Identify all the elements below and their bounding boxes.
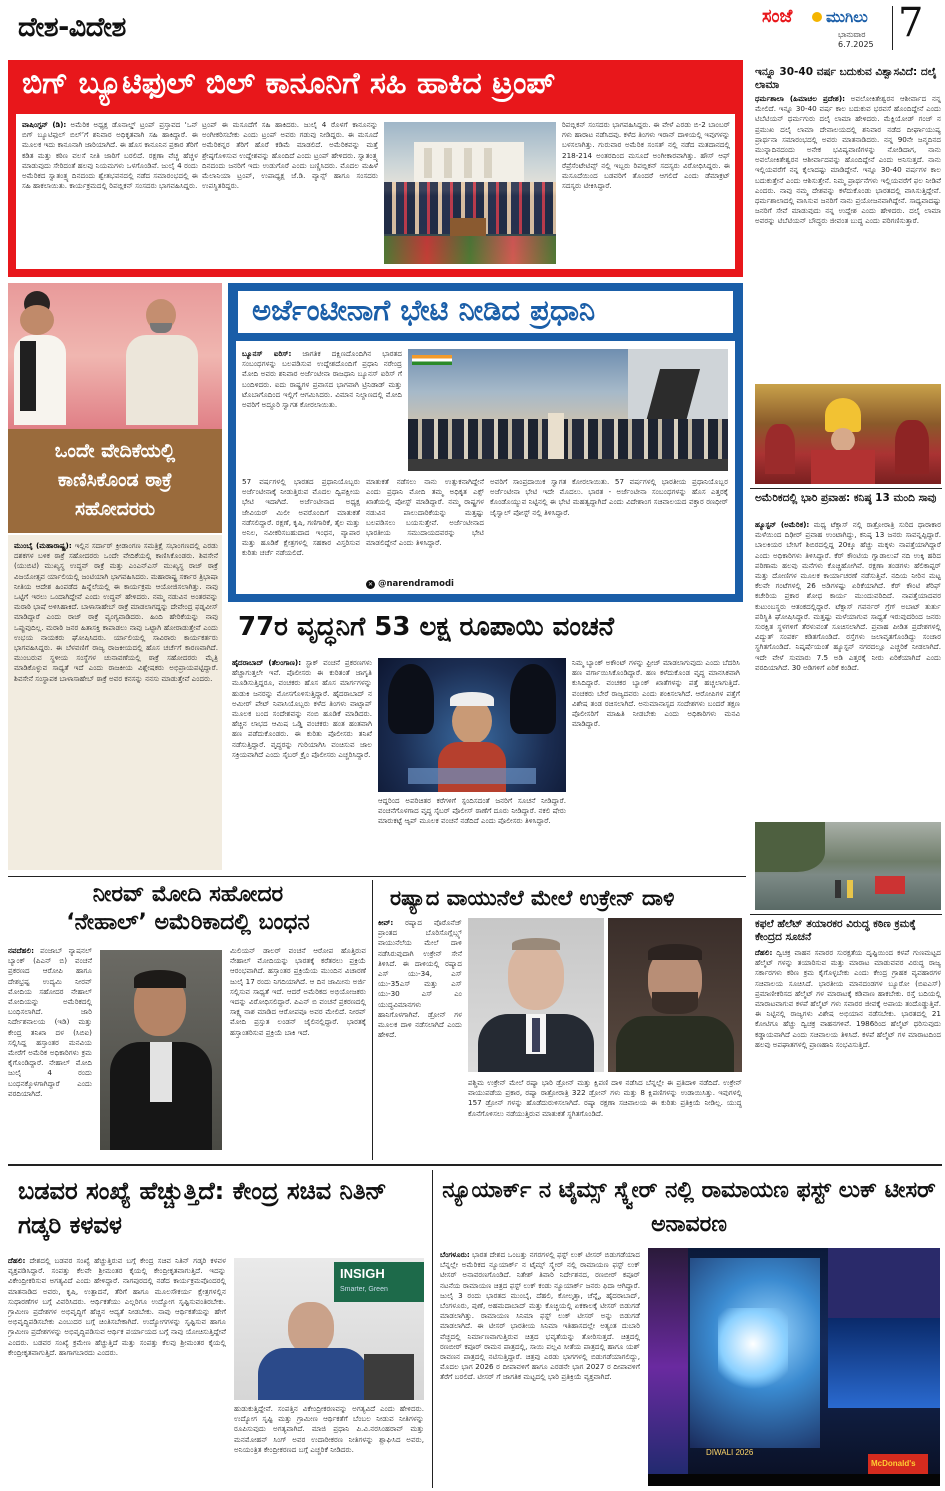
modi-handle [366, 579, 484, 591]
putin-photo [468, 918, 604, 1072]
fraud-story [228, 612, 743, 872]
trump-body-panel [16, 114, 735, 269]
fraud-col-1 [232, 658, 372, 870]
ukraine-text-1: ರಷ್ಯಾದ ವೊರೊನೆಜ್ ಪ್ರಾಂತದ ಬೊರಿಸೊಗ್ಲೆಬ್ಸ್ಕ್ ವಾಯುನೆಲೆಯ ಮೇಲೆ ದಾಳಿ ನಡೆಸಿರುವುದಾಗಿ ಉಕ್ರೇನ್ ಸೇನೆ ತಿಳಿಸಿದೆ. ಈ ದಾಳಿಯಲ್ಲಿ ರಷ್ಯಾದ ಎಸ್ ಯು-34, ಎಸ್ ಯು-35ಎಸ್ ಮತ್ತು ಎಸ್ ಯು-30 ಎಸ್ ಎಂ ಯುದ್ಧವಿಮಾನಗಳು ಹಾನಿಗೊಳಗಾಗಿವೆ. ಡ್ರೋನ್ ಗಳ ಮೂಲಕ ದಾಳಿ ನಡೆಸಲಾಗಿದೆ ಎಂದು ಹೇಳಿದೆ. [378, 918, 462, 1040]
helmet-dateline: ದೆಹಲಿ: [755, 948, 773, 957]
helmet-story [753, 918, 941, 1158]
ukraine-headline: ರಷ್ಯಾದ ವಾಯುನೆಲೆ ಮೇಲೆ ಉಕ್ರೇನ್ ದಾಳಿ [390, 886, 675, 910]
nehal-col-1 [8, 946, 92, 1158]
flood-text: ಮಧ್ಯ ಟೆಕ್ಸಾಸ್ ನಲ್ಲಿ ರಾತ್ರೋರಾತ್ರಿ ಸುರಿದ ಧಾರಾಕಾರ ಮಳೆಯಿಂದ ದಿಢೀರ್ ಪ್ರವಾಹ ಉಂಟಾಗಿದ್ದು, ಕನಿಷ್ಠ 13 ಜನರು ಸಾವನ್ನಪ್ಪಿದ್ದಾರೆ. ಬಾಲಕಿಯರ ಬೇಸಿಗೆ ಶಿಬಿರದಲ್ಲಿದ್ದ 20ಕ್ಕೂ ಹೆಚ್ಚು ಮಕ್ಕಳು ನಾಪತ್ತೆಯಾಗಿದ್ದಾರೆ ಎಂದು ಅಧಿಕಾರಿಗಳು ತಿಳಿಸಿದ್ದಾರೆ. ಕೆರ್ ಕೌಂಟಿಯ ಗ್ವಾಡಾಲುಪೆ ನದಿ ಉಕ್ಕಿ ಹರಿದ ಪರಿಣಾಮ ಹಲವು ಮನೆಗಳು ಕೊಚ್ಚಿಹೋಗಿವೆ. ರಕ್ಷಣಾ ತಂಡಗಳು ಹೆಲಿಕಾಪ್ಟರ್ ಮತ್ತು ದೋಣಿಗಳ ಮೂಲಕ ಕಾರ್ಯಾಚರಣೆ ನಡೆಸುತ್ತಿವೆ. ನದಿಯ ನೀರಿನ ಮಟ್ಟ ಕೆಲವೇ ಗಂಟೆಗಳಲ್ಲಿ 26 ಅಡಿಗಳಷ್ಟು ಏರಿಕೆಯಾಗಿದೆ. ಕೆರ್ ಕೌಂಟಿ ಶೆರಿಫ್ ಕಚೇರಿಯ ಪ್ರಕಾರ ಶೋಧ ಕಾರ್ಯ ಮುಂದುವರಿದಿದೆ. ನಾಪತ್ತೆಯಾದವರ ಕುಟುಂಬಸ್ಥರು ಆತಂಕದಲ್ಲಿದ್ದಾರೆ. ಟೆಕ್ಸಾಸ್ ಗವರ್ನರ್ ಗ್ರೆಗ್ ಅಬಾಟ್ ತುರ್ತು ಪರಿಸ್ಥಿತಿ ಘೋಷಿಸಿದ್ದಾರೆ. ಮತ್ತಷ್ಟು ಮಳೆಯಾಗುವ ಸಾಧ್ಯತೆ ಇರುವುದರಿಂದ ಜನರು ಸುರಕ್ಷಿತ ಸ್ಥಳಗಳಿಗೆ ತೆರಳುವಂತೆ ಸೂಚಿಸಲಾಗಿದೆ. ಪ್ರವಾಹ ಪೀಡಿತ ಪ್ರದೇಶಗಳಲ್ಲಿ ವಿದ್ಯುತ್ ಸಂಪರ್ಕ ಕಡಿತಗೊಂಡಿದೆ. ರಸ್ತೆಗಳು ಜಲಾವೃತಗೊಂಡಿದ್ದು ಸಂಚಾರ ಸ್ಥಗಿತಗೊಂಡಿದೆ. ನಿಷ್ಕರ್ಷೆಯಂತೆ ಹ್ಯೂಸ್ಟನ್ ನಗರದಲ್ಲೂ ಎಚ್ಚರಿಕೆ ನೀಡಲಾಗಿದೆ. ಇದೇ ವೇಳೆ ಸುಮಾರು 7.5 ಅಡಿ ಎತ್ತರಕ್ಕೆ ನೀರು ಏರಿಕೆಯಾಗಿದೆ ಎಂದು ವರದಿಯಾಗಿದೆ. 30 ಅಡಿಗಳಿಗೆ ಏರಿಕೆ ಕಂಡಿದೆ. [755, 520, 941, 672]
modi-handle-text: @narendramodi [377, 579, 454, 589]
flood-body [755, 520, 941, 818]
ukraine-dateline: ಕೀವ್: [378, 918, 394, 927]
right-column-divider-2 [750, 914, 942, 915]
argentina-story [228, 283, 743, 602]
thackeray-dateline: ಮುಂಬೈ (ಮಹಾರಾಷ್ಟ್ರ): [14, 541, 72, 550]
fraud-text-1: ಸ್ಟಾಕ್ ವಂಚನೆ ಪ್ರಕರಣಗಳು ಹೆಚ್ಚಾಗುತ್ತಲೇ ಇವೆ. ಪೊಲೀಸರು ಈ ಕುರಿತಂತೆ ಜಾಗೃತಿ ಮೂಡಿಸುತ್ತಿದ್ದರೂ, ವಂಚಕರು ಹೊಸ ಹೊಸ ಮಾರ್ಗಗಳನ್ನು ಹುಡುಕಿ ಜನರನ್ನು ಮೋಸಗೊಳಿಸುತ್ತಿದ್ದಾರೆ. ಹೈದರಾಬಾದ್ ನ ಅಮೀರ್ ಪೇಟ್ ನಿವಾಸಿಯೊಬ್ಬರು ಕಳೆದ ತಿಂಗಳು ವಾಟ್ಸಾಪ್ ಮೂಲಕ ಬಂದ ಸಂದೇಶವನ್ನು ನಂಬಿ ಹೂಡಿಕೆ ಮಾಡಿದರು. ಹೆಚ್ಚಿನ ಲಾಭದ ಆಮಿಷ ಒಡ್ಡಿ ವಂಚಕರು ಹಂತ ಹಂತವಾಗಿ ಹಣ ಪಡೆದುಕೊಂಡರು. ಈ ಕುರಿತು ಪೊಲೀಸರು ತನಿಖೆ ನಡೆಸುತ್ತಿದ್ದಾರೆ. ವೃದ್ಧರನ್ನು ಗುರಿಯಾಗಿಸಿ ವಂಚಿಸುವ ಜಾಲ ಸಕ್ರಿಯವಾಗಿದೆ ಎಂದು ಸೈಬರ್ ಕ್ರೈಂ ಪೊಲೀಸರು ಎಚ್ಚರಿಸಿದ್ದಾರೆ. [232, 658, 372, 759]
ramayana-story [436, 1170, 942, 1488]
argentina-col-4: ಅವರಿಗೆ ಸಾಂಪ್ರದಾಯಿಕ ಸ್ವಾಗತ ಕೋರಲಾಯಿತು. 57 ವರ್ಷಗಳಲ್ಲಿ ಭಾರತೀಯ ಪ್ರಧಾನಿಯೊಬ್ಬರ ಅರ್ಜೆಂಟೀನಾ ಭೇಟಿ ಇದೇ ಮೊದಲು. ಭಾರತ - ಅರ್ಜೆಂಟೀನಾ ಸಂಬಂಧಗಳನ್ನು ಹೊಸ ಎತ್ತರಕ್ಕೆ ಕೊಂಡೊಯ್ಯುವ ನಿಟ್ಟಿನಲ್ಲಿ ಈ ಭೇಟಿ ಮಹತ್ವದ್ದಾಗಿದೆ ಎಂದು ವಿದೇಶಾಂಗ ಸಚಿವಾಲಯದ ವಕ್ತಾರ ರಣಧೀರ್ ಜೈಸ್ವಾಲ್ ಪೋಸ್ಟ್ ನಲ್ಲಿ ತಿಳಿಸಿದ್ದಾರೆ. [490, 477, 728, 517]
mcdonalds-sign [868, 1454, 928, 1476]
argentina-dateline: ಬ್ಯೂನಸ್ ಐರಿಸ್: [242, 349, 292, 358]
argentina-text-1: ಜಾಗತಿಕ ದಕ್ಷಿಣದೊಂದಿಗಿನ ಭಾರತದ ಸಂಬಂಧಗಳನ್ನು ಬಲಪಡಿಸುವ ಉದ್ದೇಶದೊಂದಿಗೆ ಪ್ರಧಾನಿ ನರೇಂದ್ರ ಮೋದಿ ಅವರು ಶನಿವಾರ ಅರ್ಜೆಂಟೀನಾ ರಾಜಧಾನಿ ಬ್ಯೂನಸ್ ಐರಿಸ್ ಗೆ ಬಂದಿಳಿದರು. ಐದು ರಾಷ್ಟ್ರಗಳ ಪ್ರವಾಸದ ಭಾಗವಾಗಿ ಟ್ರಿನಿಡಾಡ್ ಮತ್ತು ಟೊಬಾಗೊದಿಂದ ಇಲ್ಲಿಗೆ ಆಗಮಿಸಿದರು. ವಿಮಾನ ನಿಲ್ದಾಣದಲ್ಲಿ ಮೋದಿ ಅವರಿಗೆ ಅದ್ದೂರಿ ಸ್ವಾಗತ ಕೋರಲಾಯಿತು. [242, 349, 402, 410]
trump-text-1: ಅಮೆರಿಕ ಅಧ್ಯಕ್ಷ ಡೊನಾಲ್ಡ್ ಟ್ರಂಪ್ ಪ್ರಸ್ತಾವದ ‘ಒನ್ ಬಿಗ್ ಬ್ಯೂಟಿಫುಲ್ ಬಿಲ್’ಗೆ ಶನಿವಾರ ಅಧಿಕೃತವಾಗಿ ಸಹಿ ಹಾಕಿದ್ದಾರೆ. ಈ ಮೂಲಕ ಇದು ಕಾನೂನಾಗಿ ಜಾರಿಯಾಗಿದೆ. ಈ ಹೊಸ ಕಾನೂನಿನ ಪ್ರಕಾರ ತೆರಿಗೆ ಕಡಿತ ಮತ್ತು ಕಠಿಣ ವಲಸೆ ನೀತಿ ಜಾರಿಗೆ ಬರಲಿದೆ. ರಕ್ಷಣಾ ವೆಚ್ಚ ಹೆಚ್ಚಳ ಮಾಡುವುದು ಸೇರಿದಂತೆ ಹಲವು ನಿಯಮಗಳು ಒಳಗೊಂಡಿವೆ. ಜುಲೈ 4 ರಂದು ಅಮೆರಿಕದ ಸ್ವಾತಂತ್ರ್ಯ ದಿನದಂದು ಶ್ವೇತಭವನದಲ್ಲಿ ನಡೆದ ಸಮಾರಂಭದಲ್ಲಿ ಈ ಸಹಿ ಹಾಕಲಾಯಿತು. ಕಾರ್ಯಕ್ರಮದಲ್ಲಿ ರಿಪಬ್ಲಿಕನ್ ಸಂಸದರು ಭಾಗವಹಿಸಿದ್ದರು. [22, 120, 198, 191]
ramayana-dateline: ಬೆಂಗಳೂರು: [440, 1250, 470, 1259]
thackeray-headline-box [8, 429, 222, 533]
argentina-col-2: 57 ವರ್ಷಗಳಲ್ಲಿ ಭಾರತದ ಪ್ರಧಾನಿಯೊಬ್ಬರು ಅರ್ಜೆಂಟೀನಾಕ್ಕೆ ನೀಡುತ್ತಿರುವ ಮೊದಲ ದ್ವಿಪಕ್ಷೀಯ ಭೇಟಿ ಇದಾಗಿದೆ. ಅರ್ಜೆಂಟೀನಾದ ಅಧ್ಯಕ್ಷ ಜೇವಿಯರ್ ಮಿಲೀ ಅವರೊಂದಿಗೆ ಮಾತುಕತೆ ನಡೆಸಲಿದ್ದಾರೆ. ರಕ್ಷಣೆ, ಕೃಷಿ, ಗಣಿಗಾರಿಕೆ, ತೈಲ ಮತ್ತು ಅನಿಲ, ನವೀಕರಿಸಬಹುದಾದ ಇಂಧನ, ವ್ಯಾಪಾರ ಮತ್ತು ಹೂಡಿಕೆ ಕ್ಷೇತ್ರಗಳಲ್ಲಿ ಸಹಕಾರ ವಿಸ್ತರಿಸುವ ಕುರಿತು ಚರ್ಚೆ ನಡೆಯಲಿದೆ. [242, 477, 360, 558]
gadkari-photo [234, 1258, 424, 1400]
x-icon: ✕ [367, 581, 374, 588]
row-divider-bottom [8, 1164, 942, 1166]
fraud-headline: 77ರ ವೃದ್ಧನಿಗೆ 53 ಲಕ್ಷ ರೂಪಾಯಿ ವಂಚನೆ [238, 612, 615, 642]
gadkari-col-2: ಹುಡುಕುತ್ತಿದ್ದೇವೆ. ಸಂಪತ್ತಿನ ವಿಕೇಂದ್ರೀಕರಣವನ್ನು ಅಗತ್ಯವಿದೆ ಎಂದು ಹೇಳಿದರು. ಉದ್ಯೋಗ ಸೃಷ್ಟಿ ಮತ್ತು ಗ್ರಾಮೀಣ ಆರ್ಥಿಕತೆಗೆ ಬೆಂಬಲ ನೀಡುವ ನೀತಿಗಳನ್ನು ರೂಪಿಸುವುದು ಅಗತ್ಯವಾಗಿದೆ. ಮಾಜಿ ಪ್ರಧಾನಿ ಪಿ.ವಿ.ನರಸಿಂಹರಾವ್ ಮತ್ತು ಮನಮೋಹನ್ ಸಿಂಗ್ ಅವರ ಉದಾರೀಕರಣ ನೀತಿಗಳನ್ನು ಶ್ಲಾಘಿಸಿದ ಅವರು, ಅನಿಯಂತ್ರಿತ ಕೇಂದ್ರೀಕರಣದ ಬಗ್ಗೆ ಎಚ್ಚರಿಕೆ ನೀಡಿದರು. [234, 1404, 424, 1454]
ukraine-col-2: ಪಶ್ಚಿಮ ಉಕ್ರೇನ್ ಮೇಲೆ ರಷ್ಯಾ ಭಾರಿ ಡ್ರೋನ್ ಮತ್ತು ಕ್ಷಿಪಣಿ ದಾಳಿ ನಡೆಸಿದ ಬೆನ್ನಲ್ಲೇ ಈ ಪ್ರತಿದಾಳಿ ನಡೆದಿದೆ. ಉಕ್ರೇನ್ ವಾಯುಪಡೆಯ ಪ್ರಕಾರ, ರಷ್ಯಾ ರಾತ್ರೋರಾತ್ರಿ 322 ಡ್ರೋನ್ ಗಳು ಮತ್ತು 8 ಕ್ಷಿಪಣಿಗಳನ್ನು ಉಡಾಯಿಸಿತ್ತು. ಇವುಗಳಲ್ಲಿ 157 ಡ್ರೋನ್ ಗಳನ್ನು ಹೊಡೆದುರುಳಿಸಲಾಗಿದೆ. ರಷ್ಯಾ ರಕ್ಷಣಾ ಸಚಿವಾಲಯ ಈ ಕುರಿತು ಪ್ರತಿಕ್ರಿಯೆ ನೀಡಿಲ್ಲ. ಯುದ್ಧ ಕೊನೆಗೊಳಿಸಲು ನಡೆಯುತ್ತಿರುವ ಮಾತುಕತೆ ಸ್ಥಗಿತಗೊಂಡಿದೆ. [468, 1078, 742, 1118]
row-divider-nehal [8, 876, 746, 877]
ukraine-col-1 [378, 918, 462, 1158]
trump-dateline: ವಾಷಿಂಗ್ಟನ್ (ಡಿ): [22, 120, 67, 129]
brand-right: ಮುಗಿಲು [826, 8, 868, 26]
dalai-story [753, 66, 941, 486]
thackeray-body-box [8, 535, 222, 870]
dalai-body [755, 94, 941, 380]
ramayana-body [440, 1250, 640, 1486]
trump-col-2: ಟ್ರಂಪ್ ಈ ಮಸೂದೆಗೆ ಸಹಿ ಹಾಕಿದರು. ಜುಲೈ 4 ರೊಳಗೆ ಕಾನೂನನ್ನು ಅಂಗೀಕರಿಸಬೇಕು ಎಂದು ಟ್ರಂಪ್ ಅವರು ಗಡುವು ನೀಡಿದ್ದರು. ಈ ಮಸೂದೆ ಅಮೆರಿಕನ್ನರ ತೆರಿಗೆ ಹೊರೆ ಕಡಿಮೆ ಮಾಡಲಿದೆ. ಅಮೆರಿಕವನ್ನು ಮತ್ತೆ ಶ್ರೇಷ್ಠಗೊಳಿಸುವ ಉದ್ದೇಶವನ್ನು ಹೊಂದಿದೆ ಎಂದು ಟ್ರಂಪ್ ಹೇಳಿದರು. ಸ್ವಾತಂತ್ರ್ಯ ದಿನದಂದು ಜನರಿಗೆ ಇದು ಉಡುಗೊರೆ ಎಂದು ಬಣ್ಣಿಸಿದರು. ಮೊದಲ ಮಹಿಳೆ ಮೆಲಾನಿಯಾ ಟ್ರಂಪ್, ಉಪಾಧ್ಯಕ್ಷ ಜೆ.ಡಿ. ವ್ಯಾನ್ಸ್ ಹಾಗೂ ಸಂಸದರು ಉಪಸ್ಥಿತರಿದ್ದರು. [202, 120, 378, 191]
page-number: 7 [898, 0, 924, 46]
event-banner [334, 1262, 424, 1302]
trump-col-1 [22, 120, 198, 266]
gadkari-text-1: ದೇಶದಲ್ಲಿ ಬಡವರ ಸಂಖ್ಯೆ ಹೆಚ್ಚುತ್ತಿರುವ ಬಗ್ಗೆ ಕೇಂದ್ರ ಸಚಿವ ನಿತಿನ್ ಗಡ್ಕರಿ ಕಳವಳ ವ್ಯಕ್ತಪಡಿಸಿದ್ದಾರೆ. ಸಂಪತ್ತು ಕೆಲವೇ ಶ್ರೀಮಂತರ ಕೈಯಲ್ಲಿ ಕೇಂದ್ರೀಕೃತವಾಗುತ್ತಿದೆ. ಇದನ್ನು ವಿಕೇಂದ್ರೀಕರಿಸುವ ಅಗತ್ಯವಿದೆ ಎಂದು ಹೇಳಿದ್ದಾರೆ. ನಾಗಪುರದಲ್ಲಿ ನಡೆದ ಕಾರ್ಯಕ್ರಮವೊಂದರಲ್ಲಿ ಮಾತನಾಡಿದ ಅವರು, ಕೃಷಿ, ಉತ್ಪಾದನೆ, ತೆರಿಗೆ ಹಾಗೂ ಮೂಲಸೌಕರ್ಯ ಕ್ಷೇತ್ರಗಳಲ್ಲಿನ ಸುಧಾರಣೆಗಳ ಬಗ್ಗೆ ವಿವರಿಸಿದರು. ಆರ್ಥಿಕತೆಯು ಎಲ್ಲರಿಗೂ ಉದ್ಯೋಗ ಸೃಷ್ಟಿಸುವಂತಿರಬೇಕು. ಗ್ರಾಮೀಣ ಪ್ರದೇಶಗಳ ಅಭಿವೃದ್ಧಿಗೆ ಹೆಚ್ಚಿನ ಆದ್ಯತೆ ನೀಡಬೇಕು. ನಾವು ಆರ್ಥಿಕತೆಯನ್ನು ಹೇಗೆ ಅಭಿವೃದ್ಧಿಪಡಿಸಬೇಕು ಎಂಬುದರ ಬಗ್ಗೆ ಚಿಂತಿಸಬೇಕಾಗಿದೆ. ಉದ್ಯೋಗಗಳನ್ನು ಸೃಷ್ಟಿಸುವ ಹಾಗೂ ಗ್ರಾಮೀಣ ಪ್ರದೇಶಗಳನ್ನು ಅಭಿವೃದ್ಧಿಪಡಿಸುವ ಆರ್ಥಿಕ ಪರ್ಯಾಯದ ಬಗ್ಗೆ ನಾವು ಯೋಚಿಸುತ್ತಿದ್ದೇವೆ ಎಂದರು. ಬಡವರ ಸಂಖ್ಯೆ ಕ್ರಮೇಣ ಹೆಚ್ಚುತ್ತಿದೆ ಮತ್ತು ಸಂಪತ್ತು ಕೆಲವು ಶ್ರೀಮಂತರ ಕೈಯಲ್ಲಿ ಕೇಂದ್ರೀಕೃತವಾಗುತ್ತಿದೆ. ಹಾಗಾಗಬಾರದು ಎಂದರು. [8, 1256, 226, 1357]
vertical-divider-ukraine [372, 880, 373, 1160]
dalai-dateline: ಧರ್ಮಶಾಲಾ (ಹಿಮಾಚಲ ಪ್ರದೇಶ): [755, 94, 845, 103]
event-banner-text: INSIGH [340, 1266, 385, 1281]
gadkari-story [8, 1170, 428, 1488]
right-column-divider-1 [750, 488, 942, 489]
trump-col-3: ರಿಪಬ್ಲಿಕನ್ ಸಂಸದರು ಭಾಗವಹಿಸಿದ್ದರು. ಈ ವೇಳೆ ಎರಡು ಬಿ-2 ಬಾಂಬರ್ ಗಳು ಹಾರಾಟ ನಡೆಸಿದವು. ಕಳೆದ ತಿಂಗಳು ಇರಾನ್ ದಾಳಿಯಲ್ಲಿ ಇವುಗಳನ್ನು ಬಳಸಲಾಗಿತ್ತು. ಗುರುವಾರ ಅಮೆರಿಕ ಸಂಸತ್ ನಲ್ಲಿ ನಡೆದ ಮತದಾನದಲ್ಲಿ 218-214 ಅಂತರದಿಂದ ಮಸೂದೆ ಅಂಗೀಕಾರವಾಗಿತ್ತು. ಹೌಸ್ ಆಫ್ ರೆಪ್ರೆಸೆಂಟೇಟಿವ್ಸ್ ನಲ್ಲಿ ಇಬ್ಬರು ರಿಪಬ್ಲಿಕನ್ ಸದಸ್ಯರು ವಿರೋಧಿಸಿದ್ದರು. ಈ ಮಸೂದೆಯಿಂದ ಬಡವರಿಗೆ ತೊಂದರೆ ಆಗಲಿದೆ ಎಂದು ಡೆಮಾಕ್ರಟ್ ಸದಸ್ಯರು ಟೀಕಿಸಿದ್ದಾರೆ. [562, 120, 730, 191]
nehal-text-1: ಪಂಜಾಬ್ ನ್ಯಾಷನಲ್ ಬ್ಯಾಂಕ್ (ಪಿಎನ್ ಬಿ) ವಂಚನೆ ಪ್ರಕರಣದ ಆರೋಪಿ ಹಾಗೂ ದೇಶಭ್ರಷ್ಟ ಉದ್ಯಮಿ ನೀರವ್ ಮೋದಿಯ ಸಹೋದರ ನೇಹಾಲ್ ಮೋದಿಯನ್ನು ಅಮೆರಿಕದಲ್ಲಿ ಬಂಧಿಸಲಾಗಿದೆ. ಜಾರಿ ನಿರ್ದೇಶನಾಲಯ (ಇಡಿ) ಮತ್ತು ಕೇಂದ್ರ ತನಿಖಾ ದಳ (ಸಿಬಿಐ) ಸಲ್ಲಿಸಿದ್ದ ಹಸ್ತಾಂತರ ಮನವಿಯ ಮೇರೆಗೆ ಅಮೆರಿಕ ಅಧಿಕಾರಿಗಳು ಕ್ರಮ ಕೈಗೊಂಡಿದ್ದಾರೆ. ನೇಹಾಲ್ ಮೋದಿ ಜುಲೈ 4 ರಂದು ಬಂಧನಕ್ಕೊಳಗಾಗಿದ್ದಾರೆ ಎಂದು ವರದಿಯಾಗಿದೆ. [8, 946, 92, 1098]
vertical-divider-ramayana [432, 1170, 433, 1488]
trump-headline: ಬಿಗ್ ಬ್ಯೂಟಿಫುಲ್ ಬಿಲ್ ಕಾನೂನಿಗೆ ಸಹಿ ಹಾಕಿದ ಟ್ರಂಪ್ [22, 66, 556, 101]
nehal-dateline: ನವದೆಹಲಿ: [8, 946, 34, 955]
nehal-modi-photo [100, 950, 222, 1150]
helmet-body [755, 948, 941, 1154]
brand-left: ಸಂಜೆ [762, 6, 793, 27]
argentina-col-1 [242, 349, 402, 471]
scam-illustration [378, 658, 566, 792]
flood-story [753, 492, 941, 912]
gadkari-headline: ಬಡವರ ಸಂಖ್ಯೆ ಹೆಚ್ಚುತ್ತಿದೆ: ಕೇಂದ್ರ ಸಚಿವ ನಿತಿನ್ ಗಡ್ಕರಿ ಕಳವಳ [18, 1177, 387, 1239]
trump-signing-photo [384, 122, 556, 264]
argentina-headline: ಅರ್ಜೆಂಟೀನಾಗೆ ಭೇಟಿ ನೀಡಿದ ಪ್ರಧಾನಿ [252, 293, 596, 327]
ramayana-headline: ನ್ಯೂಯಾರ್ಕ್ ನ ಟೈಮ್ಸ್ ಸ್ಕ್ವೇರ್ ನಲ್ಲಿ ರಾಮಾಯಣ ಫಸ್ಟ್ ಲುಕ್ ಟೀಸರ್ ಅನಾವರಣ [442, 1178, 936, 1237]
argentina-body-panel [236, 341, 735, 594]
fraud-dateline: ಹೈದರಾಬಾದ್ (ತೆಲಂಗಾಣ): [232, 658, 302, 667]
trump-story [8, 60, 743, 277]
nehal-story [8, 880, 368, 1160]
nehal-col-2: ಮಿಲಿಯನ್ ಡಾಲರ್ ವಂಚನೆ ಆರೋಪ ಹೊತ್ತಿರುವ ನೇಹಾಲ್ ಮೋದಿಯನ್ನು ಭಾರತಕ್ಕೆ ಕರೆತರಲು ಪ್ರಕ್ರಿಯೆ ಆರಂಭವಾಗಿದೆ. ಹಸ್ತಾಂತರ ಪ್ರಕ್ರಿಯೆಯ ಮುಂದಿನ ವಿಚಾರಣೆ ಜುಲೈ 17 ರಂದು ನಿಗದಿಯಾಗಿದೆ. ಆ ದಿನ ಜಾಮೀನು ಅರ್ಜಿ ಸಲ್ಲಿಸುವ ಸಾಧ್ಯತೆ ಇದೆ. ಆದರೆ ಅಮೆರಿಕದ ಅಭಿಯೋಜಕರು ಇದನ್ನು ವಿರೋಧಿಸಲಿದ್ದಾರೆ. ಪಿಎನ್ ಬಿ ವಂಚನೆ ಪ್ರಕರಣದಲ್ಲಿ ಸಾಕ್ಷ್ಯ ನಾಶ ಮಾಡಿದ ಆರೋಪವೂ ಅವರ ಮೇಲಿದೆ. ನೀರವ್ ಮೋದಿ ಪ್ರಸ್ತುತ ಲಂಡನ್ ಜೈಲಿನಲ್ಲಿದ್ದಾರೆ. ಭಾರತಕ್ಕೆ ಹಸ್ತಾಂತರಿಸುವ ಪ್ರಕ್ರಿಯೆ ಬಾಕಿ ಇದೆ. [230, 946, 366, 1037]
thackeray-headline: ಒಂದೇ ವೇದಿಕೆಯಲ್ಲಿ ಕಾಣಿಸಿಕೊಂಡ ಠಾಕ್ರೆ ಸಹೋದರರು [54, 440, 176, 520]
section-title: ದೇಶ-ವಿದೇಶ [18, 12, 126, 43]
helmet-headline: ಕಫಲೆ ಹೆಲೆಟ್ ತಯಾರಕರ ವಿರುದ್ಧ ಕಠಿಣ ಕ್ರಮಕ್ಕೆ ಕೇಂದ್ರದ ಸೂಚನೆ [755, 918, 916, 943]
dalai-text: ಅವಲೋಕಿತೇಶ್ವರನ ಆಶೀರ್ವಾದ ನನ್ನ ಮೇಲಿದೆ. ಇನ್ನೂ 30-40 ವರ್ಷ ಕಾಲ ಬದುಕುವ ಭರವಸೆ ಹೊಂದಿದ್ದೇನೆ ಎಂದು ಟಿಬೆಟಿಯನ್ ಧರ್ಮಗುರು ದಲೈ ಲಾಮಾ ಹೇಳಿದರು. ಮೆಕ್ಲಿಯೋಡ್ ಗಂಜ್ ನ ಪ್ರಮುಖ ದಲೈ ಲಾಮಾ ದೇವಾಲಯದಲ್ಲಿ ಶನಿವಾರ ನಡೆದ ದೀರ್ಘಾಯುಷ್ಯ ಪ್ರಾರ್ಥನಾ ಸಮಾರಂಭದಲ್ಲಿ ಅವರು ಮಾತನಾಡಿದರು. ನನ್ನ 90ನೇ ಜನ್ಮದಿನದ ಮುನ್ನಾದಿನದಂದು ಅನೇಕ ಭವಿಷ್ಯವಾಣಿಗಳನ್ನು ನೋಡಿದಾಗ, ನಾನು ಅವಲೋಕಿತೇಶ್ವರನ ಆಶೀರ್ವಾದವನ್ನು ಹೊಂದಿದ್ದೇನೆ ಎಂದು ಅನಿಸುತ್ತದೆ. ನಾನು ಇಲ್ಲಿಯವರೆಗೆ ನನ್ನ ಕೈಲಾದಷ್ಟು ಮಾಡಿದ್ದೇನೆ. ಇನ್ನೂ 30-40 ವರ್ಷಗಳ ಕಾಲ ಬದುಕುತ್ತೇನೆ ಎಂದು ಆಶಿಸುತ್ತೇನೆ. ನಿಮ್ಮ ಪ್ರಾರ್ಥನೆಗಳು ಇಲ್ಲಿಯವರೆಗೆ ಫಲ ನೀಡಿವೆ ಎಂದರು. ನಾವು ನಮ್ಮ ದೇಶವನ್ನು ಕಳೆದುಕೊಂಡು ಭಾರತದಲ್ಲಿ ವಾಸಿಸುತ್ತಿದ್ದೇವೆ. ಧರ್ಮಶಾಲಾದಲ್ಲಿ ವಾಸಿಸುವ ಜನರಿಗೆ ನಾನು ಪ್ರಯೋಜನವಾಗಿದ್ದೇನೆ. ಸಾಧ್ಯವಾದಷ್ಟು ಜನರಿಗೆ ಸೇವೆ ಮಾಡುವುದು ನನ್ನ ಉದ್ದೇಶ ಎಂದು ಹೇಳಿದರು. ದಲೈ ಲಾಮಾ ಅವರನ್ನು ಟಿಬೆಟಿಯನ್ ಬೌದ್ಧರು ಜೀವಂತ ಬುದ್ಧ ಎಂದು ಪರಿಗಣಿಸುತ್ತಾರೆ. [755, 94, 941, 226]
times-square-photo [648, 1248, 940, 1486]
sun-icon [812, 12, 822, 22]
zelensky-photo [608, 918, 742, 1072]
thackeray-body [14, 541, 218, 865]
ukraine-story [378, 880, 744, 1160]
nehal-headline-2: ‘ನೇಹಾಲ್’ ಅಮೆರಿಕಾದಲ್ಲಿ ಬಂಧನ [66, 910, 310, 935]
header-divider [892, 6, 893, 50]
gadkari-col-1 [8, 1256, 226, 1486]
flood-headline: ಅಮೆರಿಕದಲ್ಲಿ ಭಾರಿ ಪ್ರವಾಹ: ಕನಿಷ್ಠ 13 ಮಂದಿ ಸಾವು [755, 492, 937, 504]
flood-photo [755, 822, 941, 910]
dalai-headline: ಇನ್ನೂ 30-40 ವರ್ಷ ಬದುಕುವ ವಿಶ್ವಾಸವಿದೆ: ದಲೈ ಲಾಮಾ [755, 66, 937, 91]
dalai-lama-photo [755, 384, 941, 484]
nehal-headline-1: ನೀರವ್ ಮೋದಿ ಸಹೋದರ [92, 882, 284, 907]
helmet-text: ದ್ವಿಚಕ್ರ ವಾಹನ ಸವಾರರ ಸುರಕ್ಷತೆಯ ದೃಷ್ಟಿಯಿಂದ ಕಳಪೆ ಗುಣಮಟ್ಟದ ಹೆಲ್ಮೆಟ್ ಗಳನ್ನು ತಯಾರಿಸುವ ಮತ್ತು ಮಾರಾಟ ಮಾಡುವವರ ವಿರುದ್ಧ ರಾಜ್ಯ ಸರ್ಕಾರಗಳು ಕಠಿಣ ಕ್ರಮ ಕೈಗೊಳ್ಳಬೇಕು ಎಂದು ಕೇಂದ್ರ ಗ್ರಾಹಕ ವ್ಯವಹಾರಗಳ ಸಚಿವಾಲಯ ಸೂಚಿಸಿದೆ. ಭಾರತೀಯ ಮಾನದಂಡಗಳ ಬ್ಯೂರೋ (ಬಿಐಎಸ್) ಪ್ರಮಾಣೀಕರಿಸದ ಹೆಲ್ಮೆಟ್ ಗಳ ಮಾರಾಟಕ್ಕೆ ಕಡಿವಾಣ ಹಾಕಬೇಕು. ರಸ್ತೆ ಬದಿಯಲ್ಲಿ ಮಾರಾಟವಾಗುವ ಕಳಪೆ ಹೆಲ್ಮೆಟ್ ಗಳು ಸವಾರರ ಜೀವಕ್ಕೆ ಅಪಾಯ ತಂದೊಡ್ಡುತ್ತಿವೆ. ಈ ನಿಟ್ಟಿನಲ್ಲಿ ರಾಜ್ಯಗಳು ವಿಶೇಷ ಅಭಿಯಾನ ನಡೆಸಬೇಕು. ಭಾರತದಲ್ಲಿ 21 ಕೋಟಿಗೂ ಹೆಚ್ಚು ದ್ವಿಚಕ್ರ ವಾಹನಗಳಿವೆ. 1986ರಿಂದ ಹೆಲ್ಮೆಟ್ ಧರಿಸುವುದು ಕಡ್ಡಾಯವಾಗಿದೆ ಎಂದು ಸಚಿವಾಲಯ ತಿಳಿಸಿದೆ. ಕಳಪೆ ಹೆಲ್ಮೆಟ್ ಗಳ ಮಾರಾಟದಿಂದ ಹಲವು ಅಪಘಾತಗಳಲ್ಲಿ ಪ್ರಾಣಹಾನಿ ಸಂಭವಿಸುತ್ತಿದೆ. [755, 948, 941, 1049]
mcdonalds-text: McDonald's [871, 1459, 916, 1468]
modi-arrival-photo [408, 349, 728, 471]
issue-day: ಭಾನುವಾರ [838, 30, 866, 39]
thackeray-photo [8, 283, 222, 429]
issue-date: 6.7.2025 [838, 40, 874, 49]
gadkari-dateline: ದೆಹಲಿ: [8, 1256, 26, 1265]
flood-dateline: ಹ್ಯೂಸ್ಟನ್ (ಅಮೆರಿಕ): [755, 520, 810, 529]
brand-block [760, 4, 895, 50]
fraud-col-2: ಆದ್ದರಿಂದ ಅಪರಿಚಿತರ ಕರೆಗಳಿಗೆ ಸ್ಪಂದಿಸದಂತೆ ಜನರಿಗೆ ಸೂಚನೆ ನೀಡಿದ್ದಾರೆ. ವಂಚನೆಗೊಳಗಾದ ವೃದ್ಧ ಸೈಬರ್ ಪೊಲೀಸ್ ಠಾಣೆಗೆ ದೂರು ನೀಡಿದ್ದಾರೆ. ನಕಲಿ ಷೇರು ಮಾರುಕಟ್ಟೆ ಆ್ಯಪ್ ಮೂಲಕ ವಂಚನೆ ನಡೆದಿದೆ ಎಂದು ಪೊಲೀಸರು ತಿಳಿಸಿದ್ದಾರೆ. [378, 796, 566, 826]
argentina-headline-box [236, 289, 735, 335]
fraud-col-3: ನಿಮ್ಮ ಬ್ಯಾಂಕ್ ಅಕೌಂಟ್ ಗಳನ್ನು ಫ್ರೀಜ್ ಮಾಡಲಾಗುವುದು ಎಂದು ಬೆದರಿಸಿ ಹಣ ವರ್ಗಾಯಿಸಿಕೊಂಡಿದ್ದಾರೆ. ಹಣ ಕಳೆದುಕೊಂಡ ವೃದ್ಧ ಮಾನಸಿಕವಾಗಿ ಕುಸಿದಿದ್ದಾರೆ. ವಂಚಕರ ಬ್ಯಾಂಕ್ ಖಾತೆಗಳನ್ನು ಪತ್ತೆ ಹಚ್ಚಲಾಗುತ್ತಿದೆ. ವಂಚಕರು ಬೇರೆ ರಾಜ್ಯದವರು ಎಂದು ಶಂಕಿಸಲಾಗಿದೆ. ಆರೋಪಿಗಳ ಪತ್ತೆಗೆ ವಿಶೇಷ ತಂಡ ರಚಿಸಲಾಗಿದೆ. ಅನುಮಾನಾಸ್ಪದ ಸಂದೇಶಗಳು ಬಂದರೆ ತಕ್ಷಣ ಪೊಲೀಸರಿಗೆ ಮಾಹಿತಿ ನೀಡಬೇಕು ಎಂದು ಅಧಿಕಾರಿಗಳು ಮನವಿ ಮಾಡಿದ್ದಾರೆ. [572, 658, 740, 729]
section-header [0, 0, 945, 58]
thackeray-text: ಇಲ್ಲಿನ ಸರ್ದಾರ್ ಕ್ರೀಡಾಂಗಣ ಸಮತ್ರಿಕ್ಷೆ ಸಭಾಂಗಣದಲ್ಲಿ ಎರಡು ದಶಕಗಳ ಬಳಿಕ ಠಾಕ್ರೆ ಸಹೋದರರು ಒಂದೇ ವೇದಿಕೆಯಲ್ಲಿ ಕಾಣಿಸಿಕೊಂಡರು. ಶಿವಸೇನೆ (ಯುಬಿಟಿ) ಮುಖ್ಯಸ್ಥ ಉದ್ಧವ್ ಠಾಕ್ರೆ ಮತ್ತು ಎಂಎನ್ಎಸ್ ಮುಖ್ಯಸ್ಥ ರಾಜ್ ಠಾಕ್ರೆ ವಿಜಯೋತ್ಸವ ರ್ಯಾಲಿಯಲ್ಲಿ ಜಂಟಿಯಾಗಿ ಭಾಗವಹಿಸಿದರು. ಮಹಾರಾಷ್ಟ್ರ ಸರ್ಕಾರ ತ್ರಿಭಾಷಾ ನೀತಿಯ ಆದೇಶ ಹಿಂಪಡೆದ ಹಿನ್ನೆಲೆಯಲ್ಲಿ ಈ ಕಾರ್ಯಕ್ರಮ ಆಯೋಜಿಸಲಾಗಿತ್ತು. ನಾವು ಒಟ್ಟಿಗೆ ಇರಲು ಒಂದಾಗಿದ್ದೇವೆ ಎಂದು ಉದ್ಧವ್ ಹೇಳಿದರು. ನಮ್ಮ ನಡುವಿನ ಅಂತರವನ್ನು ಮರಾಠಿ ಭಾಷೆ ಅಳಿಸಿಹಾಕಿದೆ. ಬಾಳಾಸಾಹೇಬ್ ಠಾಕ್ರೆ ಮಾಡಲಾಗದ್ದನ್ನು ದೇವೇಂದ್ರ ಫಡ್ನವೀಸ್ ಮಾಡಿದ್ದಾರೆ ಎಂದು ರಾಜ್ ಠಾಕ್ರೆ ವ್ಯಂಗ್ಯವಾಡಿದರು. ಹಿಂದಿ ಹೇರಿಕೆಯನ್ನು ನಾವು ಒಪ್ಪುವುದಿಲ್ಲ. ಮರಾಠಿ ಜನರ ಹಿತಾಸಕ್ತಿ ಕಾಪಾಡಲು ನಾವು ಒಟ್ಟಾಗಿ ಹೋರಾಡುತ್ತೇವೆ ಎಂದು ಉಭಯ ನಾಯಕರು ಘೋಷಿಸಿದರು. ರ್ಯಾಲಿಯಲ್ಲಿ ಸಾವಿರಾರು ಕಾರ್ಯಕರ್ತರು ಭಾಗವಹಿಸಿದ್ದರು. ಈ ಬೆಳವಣಿಗೆ ರಾಜ್ಯ ರಾಜಕೀಯದಲ್ಲಿ ಹೊಸ ಚರ್ಚೆಗೆ ಕಾರಣವಾಗಿದೆ. ಮುಂಬರುವ ಸ್ಥಳೀಯ ಸಂಸ್ಥೆಗಳ ಚುನಾವಣೆಯಲ್ಲಿ ಠಾಕ್ರೆ ಸಹೋದರರು ಮೈತ್ರಿ ಮಾಡಿಕೊಳ್ಳುವ ಸಾಧ್ಯತೆ ಇದೆ ಎಂದು ರಾಜಕೀಯ ವಿಶ್ಲೇಷಕರು ಅಭಿಪ್ರಾಯಪಟ್ಟಿದ್ದಾರೆ. ಶಿವಸೇನೆ ಸಂಸ್ಥಾಪಕ ಬಾಳಾಸಾಹೇಬ್ ಠಾಕ್ರೆ ಅವರ ಕನಸನ್ನು ನನಸು ಮಾಡುತ್ತೇವೆ ಎಂದರು. [14, 541, 218, 683]
diwali-sign: DIWALI 2026 [706, 1448, 754, 1457]
ramayana-text: ಭಾರತ ದೇಶದ ಒಂಬತ್ತು ನಗರಗಳಲ್ಲಿ ಫಸ್ಟ್ ಲುಕ್ ಟೀಸರ್ ಬಿಡುಗಡೆಯಾದ ಬೆನ್ನಲ್ಲೇ ಅಮೆರಿಕದ ನ್ಯೂಯಾರ್ಕ್ ನ ಟೈಮ್ಸ್ ಸ್ಕ್ವೇರ್ ನಲ್ಲಿ ರಾಮಾಯಣ ಫಸ್ಟ್ ಲುಕ್ ಟೀಸರ್ ಅನಾವರಣಗೊಂಡಿದೆ. ನಿತೇಶ್ ತಿವಾರಿ ನಿರ್ದೇಶನದ, ರಣಬೀರ್ ಕಪೂರ್ ನಟನೆಯ ರಾಮಾಯಣ ಚಿತ್ರದ ಫಸ್ಟ್ ಲುಕ್ ಕಂಡು ನ್ಯೂಯಾರ್ಕ್ ಜನರು ಫಿದಾ ಆಗಿದ್ದಾರೆ. ಜುಲೈ 3 ರಂದು ಭಾರತದ ಮುಂಬೈ, ದೆಹಲಿ, ಕೋಲ್ಕತ್ತಾ, ಚೆನ್ನೈ, ಹೈದರಾಬಾದ್, ಬೆಂಗಳೂರು, ಪುಣೆ, ಅಹಮದಾಬಾದ್ ಮತ್ತು ಕೊಚ್ಚಿಯಲ್ಲಿ ಏಕಕಾಲಕ್ಕೆ ಟೀಸರ್ ಬಿಡುಗಡೆ ಮಾಡಲಾಗಿತ್ತು. ರಾಮಾಯಣ ಸಿನಿಮಾ ಫಸ್ಟ್ ಲುಕ್ ಟೀಸರ್ ಅನ್ನು ಬಿಡುಗಡೆ ಮಾಡಲಾಗಿದೆ. ಈ ಟೀಸರ್ ಭಾರತೀಯ ಸಿನಿಮಾ ಇತಿಹಾಸದಲ್ಲೇ ಅತ್ಯಂತ ದುಬಾರಿ ವೆಚ್ಚದಲ್ಲಿ ನಿರ್ಮಾಣವಾಗುತ್ತಿರುವ ಚಿತ್ರದ ಭವ್ಯತೆಯನ್ನು ತೋರಿಸುತ್ತದೆ. ಚಿತ್ರದಲ್ಲಿ ರಣಬೀರ್ ಕಪೂರ್ ರಾಮನ ಪಾತ್ರದಲ್ಲಿ, ಸಾಯಿ ಪಲ್ಲವಿ ಸೀತೆಯ ಪಾತ್ರದಲ್ಲಿ ಹಾಗೂ ಯಶ್ ರಾವಣನ ಪಾತ್ರದಲ್ಲಿ ನಟಿಸುತ್ತಿದ್ದಾರೆ. ಚಿತ್ರವು ಎರಡು ಭಾಗಗಳಲ್ಲಿ ಬಿಡುಗಡೆಯಾಗಲಿದ್ದು, ಮೊದಲ ಭಾಗ 2026 ರ ದೀಪಾವಳಿಗೆ ಹಾಗೂ ಎರಡನೇ ಭಾಗ 2027 ರ ದೀಪಾವಳಿಗೆ ತೆರೆಗೆ ಬರಲಿದೆ. ಟೀಸರ್ ಗೆ ಜಾಗತಿಕ ಮಟ್ಟದಲ್ಲಿ ಭಾರಿ ಪ್ರತಿಕ್ರಿಯೆ ವ್ಯಕ್ತವಾಗಿದೆ. [440, 1250, 640, 1382]
event-banner-sub: Smarter, Green [340, 1286, 388, 1293]
argentina-col-3: ಮಾತುಕತೆ ನಡೆಸಲು ನಾನು ಉತ್ಸುಕನಾಗಿದ್ದೇನೆ ಎಂದು ಪ್ರಧಾನಿ ಮೋದಿ ತಮ್ಮ ಅಧಿಕೃತ ಎಕ್ಸ್ ಖಾತೆಯಲ್ಲಿ ಪೋಸ್ಟ್ ಮಾಡಿದ್ದಾರೆ. ನಮ್ಮ ರಾಷ್ಟ್ರಗಳ ನಡುವಿನ ಪಾಲುದಾರಿಕೆಯನ್ನು ಮತ್ತಷ್ಟು ಬಲಪಡಿಸಲು ಬಯಸುತ್ತೇವೆ. ಅರ್ಜೆಂಟೀನಾದ ಭಾರತೀಯ ಸಮುದಾಯದವರನ್ನು ಭೇಟಿ ಮಾಡಲಿದ್ದೇನೆ ಎಂದು ತಿಳಿಸಿದ್ದಾರೆ. [366, 477, 484, 548]
